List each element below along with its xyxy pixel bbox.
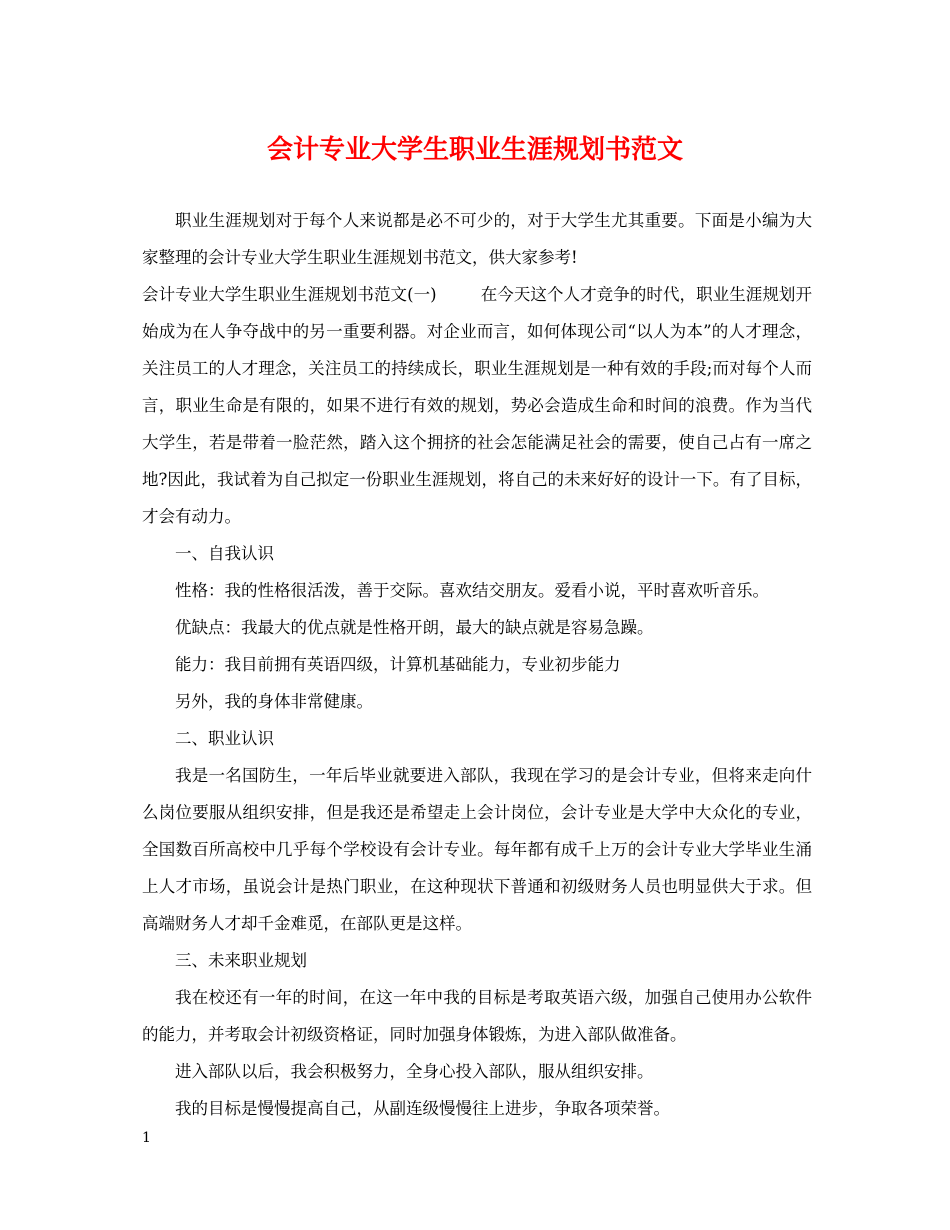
page-number: 1 xyxy=(142,1130,151,1146)
section-heading-career-awareness: 二、职业认识 xyxy=(175,729,274,748)
document-body xyxy=(142,202,812,1127)
opening-paragraph xyxy=(142,276,812,535)
plan-paragraph-goal: 我的目标是慢慢提高自己，从副连级慢慢往上进步，争取各项荣誉。 xyxy=(175,1099,670,1118)
abilities-paragraph: 能力：我目前拥有英语四级，计算机基础能力，专业初步能力 xyxy=(175,655,621,674)
essay-subtitle: 会计专业大学生职业生涯规划书范文(一) xyxy=(142,285,437,304)
plan-paragraph-army: 进入部队以后，我会积极努力，全身心投入部队，服从组织安排。 xyxy=(175,1062,654,1081)
health-paragraph: 另外，我的身体非常健康。 xyxy=(175,692,373,711)
section-heading-future-plan: 三、未来职业规划 xyxy=(175,951,307,970)
plan-paragraph-school: 我在校还有一年的时间，在这一年中我的目标是考取英语六级，加强自己使用办公软件的能力，并考取会计初级资格证，同时加强身体锻炼，为进入部队做准备。 xyxy=(142,988,812,1044)
personality-paragraph: 性格：我的性格很活泼，善于交际。喜欢结交朋友。爱看小说，平时喜欢听音乐。 xyxy=(175,581,769,600)
intro-paragraph: 职业生涯规划对于每个人来说都是必不可少的，对于大学生尤其重要。下面是小编为大家整理的会计专业大学生职业生涯规划书范文，供大家参考! xyxy=(142,211,812,267)
strengths-paragraph: 优缺点：我最大的优点就是性格开朗，最大的缺点就是容易急躁。 xyxy=(175,618,654,637)
section-heading-self-awareness: 一、自我认识 xyxy=(175,544,274,563)
opening-text: 在今天这个人才竞争的时代，职业生涯规划开始成为在人争夺战中的另一重要利器。对企业而言，如何体现公司“以人为本”的人才理念，关注员工的人才理念，关注员工的持续成长，职业生涯规划是一种有效的手段;而对每个人而言，职业生命是有限的，如果不进行有效的规划，势必会造成生命和时间的浪费。作为当代大学生，若是带着一脸茫然，踏入这个拥挤的社会怎能满足社会的需要，使自己占有一席之地?因此，我试着为自己拟定一份职业生涯规划，将自己的未来好好的设计一下。有了目标，才会有动力。 xyxy=(142,285,813,526)
career-paragraph: 我是一名国防生，一年后毕业就要进入部队，我现在学习的是会计专业，但将来走向什么岗位要服从组织安排，但是我还是希望走上会计岗位，会计专业是大学中大众化的专业，全国数百所高校中几乎每个学校设有会计专业。每年都有成千上万的会计专业大学毕业生涌上人才市场，虽说会计是热门职业，在这种现状下普通和初级财务人员也明显供大于求。但高端财务人才却千金难觅，在部队更是这样。 xyxy=(142,766,812,933)
document-title: 会计专业大学生职业生涯规划书范文 xyxy=(266,135,683,165)
